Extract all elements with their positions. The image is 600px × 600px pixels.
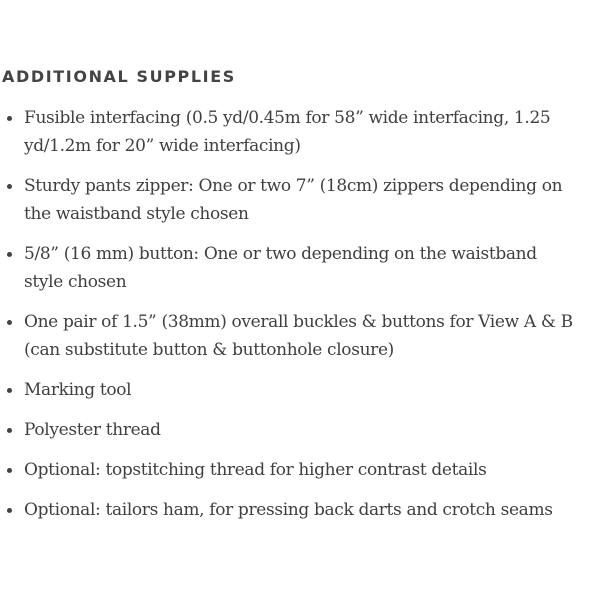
bullet-icon	[7, 252, 12, 257]
list-item-text: Optional: topstitching thread for higher contrast details	[24, 460, 487, 480]
bullet-icon	[7, 320, 12, 325]
bullet-icon	[7, 508, 12, 513]
list-item	[2, 308, 578, 364]
list-item	[2, 496, 578, 524]
bullet-icon	[7, 184, 12, 189]
supply-list	[2, 104, 600, 524]
list-item-text: Polyester thread	[24, 420, 161, 440]
list-item-text: 5/8” (16 mm) button: One or two depending on the waistband style chosen	[24, 244, 537, 292]
list-item-text: Optional: tailors ham, for pressing back darts and crotch seams	[24, 500, 553, 520]
section-heading: ADDITIONAL SUPPLIES	[2, 67, 236, 86]
list-item	[2, 172, 578, 228]
list-item	[2, 104, 578, 160]
list-item	[2, 416, 578, 444]
list-item	[2, 456, 578, 484]
bullet-icon	[7, 428, 12, 433]
list-item-text: One pair of 1.5” (38mm) overall buckles & buttons for View A & B (can substitute button & buttonhole closure)	[24, 312, 573, 360]
bullet-icon	[7, 388, 12, 393]
list-item	[2, 376, 578, 404]
list-item-text: Fusible interfacing (0.5 yd/0.45m for 58” wide interfacing, 1.25 yd/1.2m for 20” wide interfacing)	[24, 108, 551, 156]
bullet-icon	[7, 468, 12, 473]
list-item	[2, 240, 578, 296]
bullet-icon	[7, 116, 12, 121]
list-item-text: Marking tool	[24, 380, 132, 400]
list-item-text: Sturdy pants zipper: One or two 7” (18cm) zippers depending on the waistband style chosen	[24, 176, 563, 224]
